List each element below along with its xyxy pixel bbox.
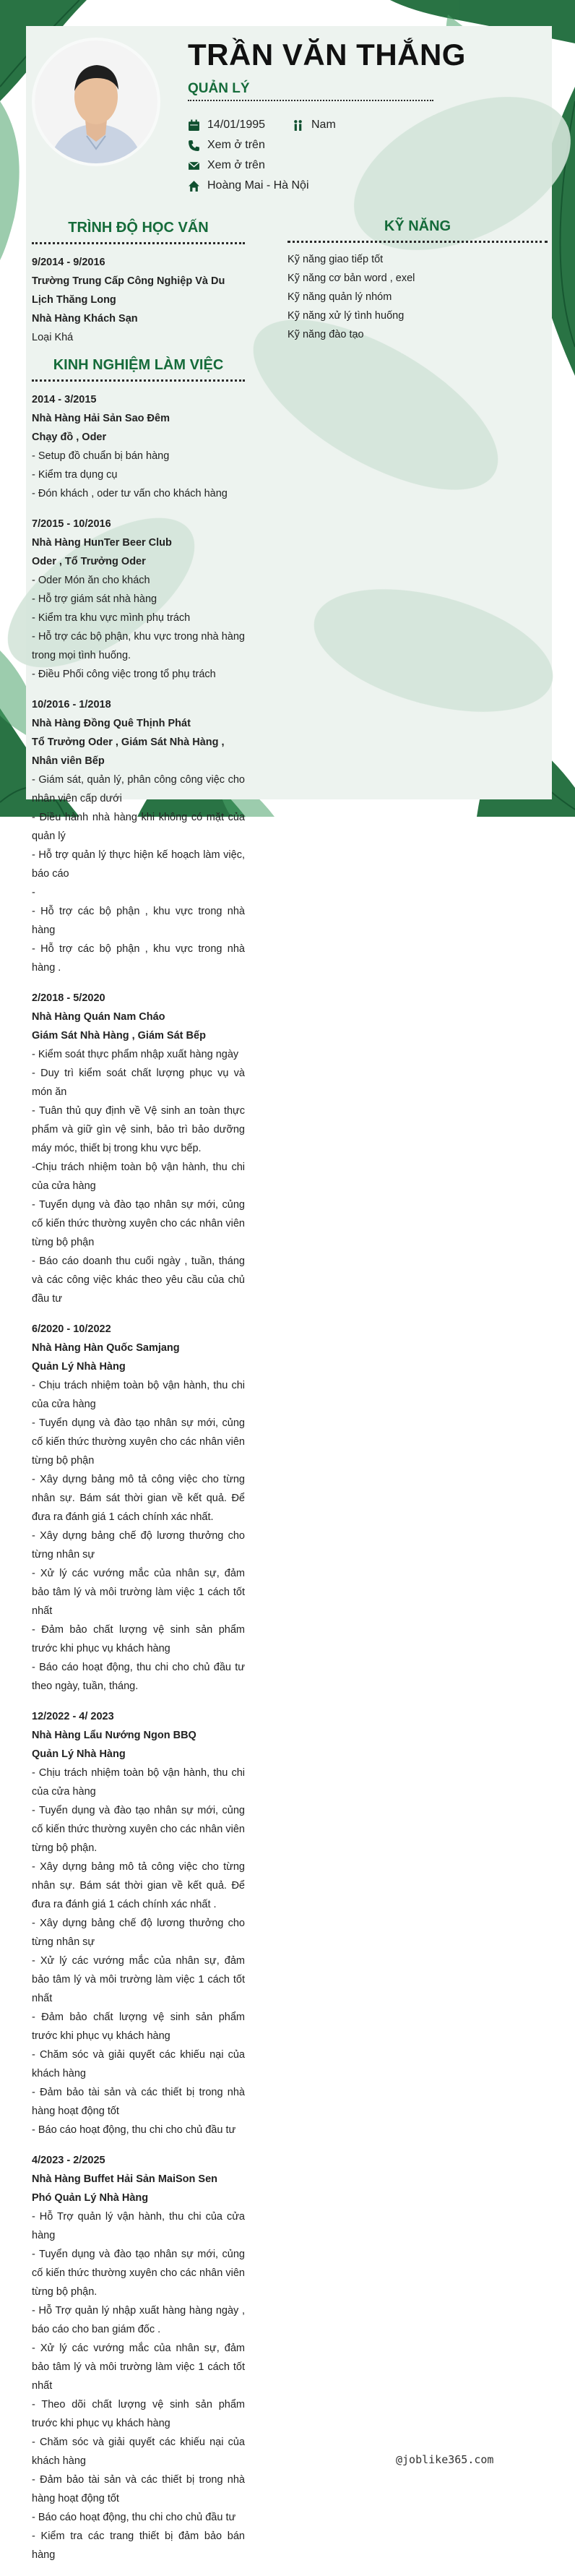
job-entry [32, 390, 245, 503]
gender-icon [292, 119, 304, 132]
education-section [32, 253, 245, 347]
job-duty: - [32, 887, 35, 898]
job-duty: - Hỗ trợ các bộ phận , khu vực trong nhà hàng [32, 906, 245, 936]
job-duty: -Chịu trách nhiệm toàn bộ vận hành, thu chi của cửa hàng [32, 1162, 245, 1192]
job-duty: - Đón khách , oder tư vấn cho khách hàng [32, 488, 228, 499]
job-period: 10/2016 - 1/2018 [32, 699, 111, 710]
job-position: Giám Sát Nhà Hàng , Giám Sát Bếp [32, 1030, 206, 1042]
job-company: Nhà Hàng HunTer Beer Club [32, 537, 172, 549]
job-duty: - Xây dựng bảng chế độ lương thưởng cho từng nhân sự [32, 1918, 245, 1948]
job-entry [32, 1707, 245, 2139]
skill-item: Kỹ năng đào tạo [288, 329, 364, 340]
job-period: 7/2015 - 10/2016 [32, 518, 111, 530]
email-value: Xem ở trên [207, 159, 265, 171]
education-period: 9/2014 - 9/2016 [32, 257, 105, 268]
phone-row [188, 139, 265, 152]
job-period: 12/2022 - 4/ 2023 [32, 1711, 114, 1722]
dob-row [188, 119, 265, 132]
job-position: Oder , Tổ Trưởng Oder [32, 556, 146, 567]
gender-value: Nam [311, 119, 336, 131]
job-duty: - Kiểm tra dụng cụ [32, 469, 118, 481]
job-duty: - Xử lý các vướng mắc của nhân sự, đảm bảo tâm lý và môi trường làm việc 1 cách tốt nhất [32, 2343, 245, 2392]
job-duty: - Đảm bảo tài sản và các thiết bị trong nhà hàng hoạt động tốt [32, 2087, 245, 2117]
job-duty: - Tuyển dụng và đào tạo nhân sự mới, củng cố kiến thức thường xuyên cho các nhân viên từng bộ phận [32, 1417, 245, 1467]
job-duty: - Báo cáo hoạt động, thu chi cho chủ đầu tư [32, 2124, 236, 2136]
job-duty: - Tuyển dụng và đào tạo nhân sự mới, củng cố kiến thức thường xuyên cho các nhân viên từng bộ phận [32, 1199, 245, 1248]
job-position: Quản Lý Nhà Hàng [32, 1361, 126, 1373]
calendar-icon [188, 119, 200, 132]
job-duty: - Oder Món ăn cho khách [32, 575, 150, 586]
job-entry [32, 1320, 245, 1696]
job-duty: - Setup đồ chuẩn bị bán hàng [32, 450, 170, 462]
email-row [188, 159, 265, 172]
phone-icon [188, 139, 200, 152]
job-entry [32, 989, 245, 1308]
experience-divider [32, 379, 245, 382]
job-company: Nhà Hàng Hải Sản Sao Đêm [32, 413, 170, 424]
job-duty: - Hỗ Trợ quản lý nhập xuất hàng hàng ngày , báo cáo cho ban giám đốc . [32, 2305, 245, 2335]
job-duty: - Điều hành nhà hàng khi không có mặt của quản lý [32, 812, 245, 842]
skills-heading: KỸ NĂNG [384, 218, 451, 234]
skills-list [288, 250, 548, 344]
job-position: Quản Lý Nhà Hàng [32, 1748, 126, 1760]
job-position: Chạy đồ , Oder [32, 432, 107, 443]
job-duty: - Chăm sóc và giải quyết các khiếu nại của khách hàng [32, 2437, 245, 2467]
education-divider [32, 242, 245, 244]
skills-divider [288, 241, 548, 243]
job-duty: - Hỗ trợ các bộ phận, khu vực trong nhà hàng trong mọi tình huống. [32, 631, 245, 661]
education-major: Nhà Hàng Khách Sạn [32, 313, 138, 325]
address-row [188, 179, 309, 192]
job-duty: - Hỗ trợ giám sát nhà hàng [32, 593, 157, 605]
job-duty: - Chăm sóc và giải quyết các khiếu nại của khách hàng [32, 2049, 245, 2079]
job-duty: - Kiểm tra các trang thiết bị đảm bảo bán hàng [32, 2530, 245, 2561]
job-company: Nhà Hàng Buffet Hải Sản MaiSon Sen [32, 2173, 217, 2185]
skill-item: Kỹ năng giao tiếp tốt [288, 254, 384, 265]
job-company: Nhà Hàng Hàn Quốc Samjang [32, 1342, 180, 1354]
job-duty: - Tuyển dụng và đào tạo nhân sự mới, củng cố kiến thức thường xuyên cho các nhân viên từng bộ phận. [32, 1805, 245, 1854]
job-duty: - Báo cáo hoạt động, thu chi cho chủ đầu tư [32, 2512, 236, 2523]
education-school: Trường Trung Cấp Công Nghiệp Và Du Lịch Thăng Long [32, 275, 225, 306]
job-duty: - Theo dõi chất lượng vệ sinh sản phẩm trước khi phục vụ khách hàng [32, 2399, 245, 2429]
job-entry [32, 695, 245, 977]
avatar [35, 40, 157, 163]
job-entry [32, 2151, 245, 2564]
job-duty: - Kiểm soát thực phẩm nhập xuất hàng ngày [32, 1049, 239, 1060]
job-duty: - Đảm bảo chất lượng vệ sinh sản phẩm trước khi phục vụ khách hàng [32, 1624, 245, 1654]
job-position: Phó Quản Lý Nhà Hàng [32, 2192, 149, 2204]
home-icon [188, 180, 200, 192]
job-duty: - Chịu trách nhiệm toàn bộ vận hành, thu chi của cửa hàng [32, 1380, 245, 1410]
job-period: 2014 - 3/2015 [32, 394, 97, 405]
job-duty: - Xây dựng bảng chế độ lương thưởng cho từng nhân sự [32, 1530, 245, 1560]
job-duty: - Đảm bảo chất lượng vệ sinh sản phẩm trước khi phục vụ khách hàng [32, 2012, 245, 2042]
candidate-name: TRẦN VĂN THẮNG [188, 38, 466, 72]
job-duty: - Báo cáo hoạt động, thu chi cho chủ đầu tư theo ngày, tuần, tháng. [32, 1662, 245, 1692]
job-period: 6/2020 - 10/2022 [32, 1323, 111, 1335]
job-company: Nhà Hàng Lẩu Nướng Ngon BBQ [32, 1730, 196, 1741]
education-heading: TRÌNH ĐỘ HỌC VẤN [68, 220, 209, 236]
skill-item: Kỹ năng cơ bản word , exel [288, 272, 415, 284]
job-duty: - Hỗ trợ các bộ phận , khu vực trong nhà hàng . [32, 943, 245, 974]
job-company: Nhà Hàng Quán Nam Cháo [32, 1011, 165, 1023]
job-duty: - Xây dựng bảng mô tả công việc cho từng nhân sự. Bám sát thời gian về kết quả. Để đưa ra đánh giá 1 cách chính xác nhất. [32, 1474, 245, 1523]
job-period: 4/2023 - 2/2025 [32, 2155, 105, 2166]
job-duty: - Tuân thủ quy định về Vệ sinh an toàn thực phẩm và giữ gìn vệ sinh, bảo trì bảo dưỡng máy móc, thiết bị trong khu vực bếp. [32, 1105, 245, 1154]
education-grade: Loại Khá [32, 332, 74, 343]
job-duty: - Hỗ trợ quản lý thực hiện kế hoạch làm việc, báo cáo [32, 849, 245, 880]
job-duty: - Chịu trách nhiệm toàn bộ vận hành, thu chi của cửa hàng [32, 1767, 245, 1798]
phone-value: Xem ở trên [207, 139, 265, 151]
footer-watermark: @joblike365.com [396, 2453, 494, 2466]
experience-list [32, 390, 245, 2576]
job-duty: - Giám sát, quản lý, phân công công việc cho nhân viên cấp dưới [32, 774, 245, 804]
job-duty: - Tuyển dụng và đào tạo nhân sự mới, củng cố kiến thức thường xuyên cho các nhân viên từng bộ phận. [32, 2249, 245, 2298]
job-duty: - Đảm bảo tài sản và các thiết bị trong nhà hàng hoạt động tốt [32, 2474, 245, 2504]
email-icon [188, 160, 200, 172]
job-duty: - Xây dựng bảng mô tả công việc cho từng nhân sự. Bám sát thời gian về kết quả. Để đưa ra đánh giá 1 cách chính xác nhất . [32, 1861, 245, 1910]
skill-item: Kỹ năng xử lý tình huống [288, 310, 405, 322]
skill-item: Kỹ năng quản lý nhóm [288, 291, 392, 303]
job-duty: - Báo cáo doanh thu cuối ngày , tuần, tháng và các công việc khác theo yêu cầu của chủ đầu tư [32, 1255, 245, 1305]
job-period: 2/2018 - 5/2020 [32, 992, 105, 1004]
job-duty: - Kiểm tra khu vực mình phụ trách [32, 612, 191, 624]
experience-heading: KINH NGHIỆM LÀM VIỆC [53, 357, 224, 373]
job-duty: - Điều Phối công việc trong tổ phụ trách [32, 669, 216, 680]
dob-value: 14/01/1995 [207, 119, 266, 131]
job-entry [32, 515, 245, 684]
job-duty: - Xử lý các vướng mắc của nhân sự, đảm bảo tâm lý và môi trường làm việc 1 cách tốt nhất [32, 1568, 245, 1617]
job-company: Nhà Hàng Đồng Quê Thịnh Phát [32, 718, 191, 729]
job-duty: - Xử lý các vướng mắc của nhân sự, đảm bảo tâm lý và môi trường làm việc 1 cách tốt nhất [32, 1955, 245, 2004]
job-duty: - Duy trì kiểm soát chất lượng phục vụ và món ăn [32, 1068, 245, 1098]
job-duty: - Hỗ Trợ quản lý vận hành, thu chi của cửa hàng [32, 2211, 245, 2241]
gender-row [292, 119, 336, 132]
address-value: Hoàng Mai - Hà Nội [207, 179, 309, 192]
header-divider [188, 100, 433, 101]
job-title: QUẢN LÝ [188, 81, 250, 96]
job-position: Tổ Trưởng Oder , Giám Sát Nhà Hàng , Nhân viên Bếp [32, 737, 225, 767]
